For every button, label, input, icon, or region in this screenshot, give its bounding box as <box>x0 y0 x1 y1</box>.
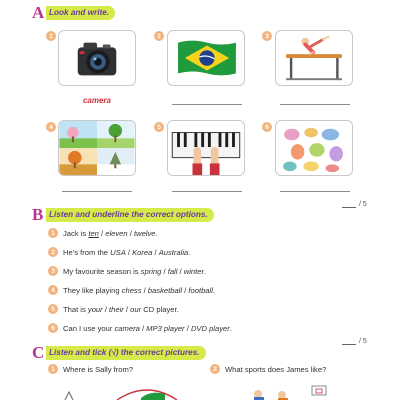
answer-line-a3[interactable] <box>280 104 350 105</box>
section-a-title: Look and write. <box>46 6 115 20</box>
item-a6-number: 6 <box>262 122 272 132</box>
question-b1 <box>48 228 158 238</box>
question-b2-option-1[interactable]: USA <box>110 247 126 257</box>
question-b5-lead: That is <box>63 304 88 314</box>
item-a2-number: 2 <box>154 31 164 41</box>
option-separator: / <box>161 266 168 276</box>
option-separator: / <box>177 266 184 276</box>
answer-line-a5[interactable] <box>172 191 242 192</box>
question-b3-tail: . <box>204 266 207 276</box>
question-c1-text: Where is Sally from? <box>63 364 134 374</box>
picture-brazil-flag <box>167 30 245 86</box>
section-c-header <box>32 345 206 360</box>
answer-a1: camera <box>82 96 112 105</box>
picture-seasons <box>58 120 136 176</box>
picture-shells <box>275 120 353 176</box>
section-a-letter: A <box>32 3 45 22</box>
picture-piano <box>167 120 245 176</box>
section-c-score-total: / 5 <box>359 338 367 345</box>
question-b6 <box>48 323 232 333</box>
question-b5 <box>48 304 179 314</box>
answer-line-a4[interactable] <box>62 191 132 192</box>
question-b4-number: 4 <box>48 285 58 295</box>
section-b-letter: B <box>32 205 44 224</box>
question-b4-option-3[interactable]: football <box>188 285 213 295</box>
question-b4-option-1[interactable]: chess <box>121 285 142 295</box>
question-b5-option-3[interactable]: our <box>130 304 142 314</box>
section-c-title: Listen and tick (√) the correct pictures. <box>46 346 206 360</box>
option-separator: / <box>123 304 131 314</box>
section-b-score-blank[interactable] <box>342 201 356 208</box>
section-b-header <box>32 207 214 222</box>
question-b2-tail: . <box>188 247 191 257</box>
section-b-score <box>342 201 367 208</box>
question-b6-tail: . <box>229 323 232 333</box>
question-b3-option-3[interactable]: winter <box>183 266 205 276</box>
question-b2-lead: He’s from the <box>63 247 111 257</box>
question-c1 <box>48 364 133 374</box>
item-a3-number: 3 <box>262 31 272 41</box>
question-b2-option-3[interactable]: Australia <box>158 247 189 257</box>
question-b5-option-2[interactable]: their <box>109 304 124 314</box>
answer-line-a6[interactable] <box>280 191 350 192</box>
section-c-letter: C <box>32 343 45 362</box>
section-a-header <box>32 5 115 20</box>
question-b4-tail: . <box>212 285 216 295</box>
question-b1-option-3[interactable]: twelve <box>133 228 156 238</box>
question-b3-number: 3 <box>48 266 58 276</box>
option-separator: / <box>182 285 189 295</box>
question-b1-option-2[interactable]: eleven <box>105 228 128 238</box>
question-b3 <box>48 266 206 276</box>
question-b6-option-1[interactable]: camera <box>114 323 140 333</box>
question-b1-option-1[interactable]: ten <box>88 228 99 238</box>
picture-camera <box>58 30 136 86</box>
question-c2-text: What sports does James like? <box>225 364 327 374</box>
item-a4-number: 4 <box>46 122 56 132</box>
question-b6-option-3[interactable]: DVD player <box>190 323 230 333</box>
question-b6-option-2[interactable]: MP3 player <box>146 323 185 333</box>
option-separator: / <box>98 228 106 238</box>
question-b3-lead: My favourite season is <box>63 266 141 276</box>
picture-gymnast <box>275 30 353 86</box>
section-b-score-total: / 5 <box>359 201 367 208</box>
item-a1-number: 1 <box>46 31 56 41</box>
c1-pictures <box>55 380 205 400</box>
question-b4 <box>48 285 215 295</box>
option-separator: / <box>102 304 110 314</box>
question-b6-number: 6 <box>48 323 58 333</box>
section-c-score <box>342 338 367 345</box>
option-separator: / <box>184 323 191 333</box>
question-b2-option-2[interactable]: Korea <box>132 247 153 257</box>
question-b5-number: 5 <box>48 304 58 314</box>
option-separator: / <box>139 323 147 333</box>
question-b5-tail: CD player. <box>141 304 179 314</box>
question-c2 <box>210 364 326 374</box>
question-b1-lead: Jack is <box>63 228 89 238</box>
question-b4-lead: They like playing <box>63 285 122 295</box>
question-c2-number: 2 <box>210 364 220 374</box>
section-b-title: Listen and underline the correct options. <box>46 208 214 222</box>
question-b6-lead: Can I use your <box>63 323 115 333</box>
question-b5-option-1[interactable]: your <box>87 304 103 314</box>
option-separator: / <box>152 247 159 257</box>
answer-line-a2[interactable] <box>172 104 242 105</box>
option-separator: / <box>141 285 148 295</box>
option-separator: / <box>127 228 134 238</box>
item-a5-number: 5 <box>154 122 164 132</box>
question-b2-number: 2 <box>48 247 58 257</box>
question-b3-option-2[interactable]: fall <box>167 266 178 276</box>
section-c-score-blank[interactable] <box>342 338 356 345</box>
question-b1-tail: . <box>155 228 158 238</box>
question-b1-number: 1 <box>48 228 58 238</box>
question-b4-option-2[interactable]: basketball <box>147 285 183 295</box>
question-c1-number: 1 <box>48 364 58 374</box>
question-b3-option-1[interactable]: spring <box>140 266 162 276</box>
question-b2 <box>48 247 190 257</box>
option-separator: / <box>125 247 133 257</box>
c2-pictures <box>240 380 360 400</box>
